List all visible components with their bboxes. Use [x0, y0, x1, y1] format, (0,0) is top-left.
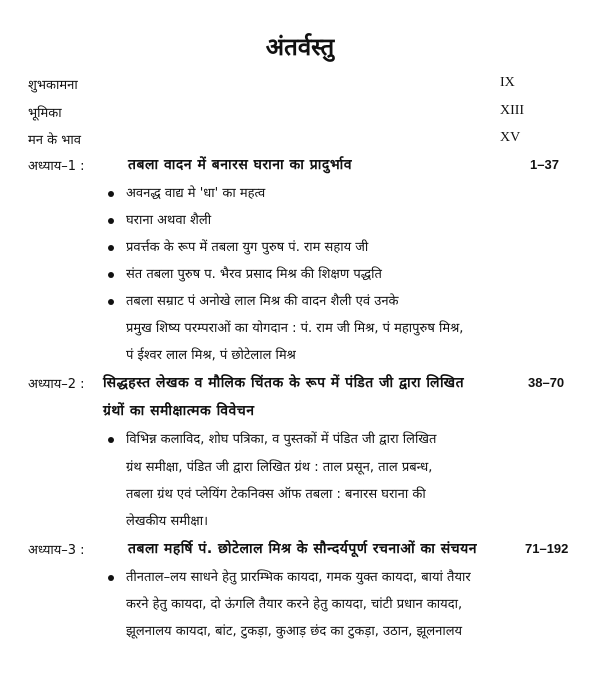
list-item — [108, 429, 436, 447]
item-text: अवनद्ध वाद्य मे 'धा' का महत्व — [126, 186, 266, 201]
item-text: संत तबला पुरुष प. भैरव प्रसाद मिश्र की शिक्षण पद्धति — [126, 267, 382, 282]
bullet-icon — [108, 575, 114, 581]
chapter-pages: 38–70 — [528, 375, 565, 390]
chapter-title-line2: ग्रंथों का समीक्षात्मक विवेचन — [103, 403, 255, 419]
chapter-label: अध्याय–3 : — [28, 543, 85, 558]
list-item — [108, 210, 211, 228]
item-text: घराना अथवा शैली — [126, 213, 212, 228]
chapter-title: तबला वादन में बनारस घराना का प्रादुर्भाव — [128, 157, 353, 173]
front-matter-label: भूमिका — [28, 106, 62, 121]
bullet-icon — [108, 272, 114, 278]
item-text: प्रवर्त्तक के रूप में तबला युग पुरुष पं. राम सहाय जी — [126, 240, 369, 255]
bullet-icon — [108, 437, 114, 443]
item-text: विभिन्न कलाविद, शोघ पत्रिका, व पुस्तकों में पंडित जी द्वारा लिखित — [126, 432, 437, 447]
item-text-continued: ग्रंथ समीक्षा, पंडित जी द्वारा लिखित ग्रंथ : ताल प्रसून, ताल प्रबन्ध, — [126, 460, 433, 475]
bullet-icon — [108, 218, 114, 224]
front-matter-page: XIII — [500, 103, 525, 118]
chapter-pages: 71–192 — [525, 541, 569, 556]
list-item — [108, 567, 471, 585]
chapter-pages: 1–37 — [530, 157, 559, 172]
chapter-label: अध्याय–2 : — [28, 377, 85, 392]
front-matter-label: मन के भाव — [28, 133, 81, 148]
chapter-label: अध्याय–1 : — [28, 159, 85, 174]
item-text: तीनताल–लय साधने हेतु प्रारम्भिक कायदा, गमक युक्त कायदा, बायां तैयार — [126, 570, 471, 585]
bullet-icon — [108, 191, 114, 197]
list-item — [108, 264, 382, 282]
front-matter-page: XV — [500, 130, 521, 145]
item-text-continued: झूलनालय कायदा, बांट, टुकड़ा, कुआड़ छंद का टुकड़ा, उठान, झूलनालय — [126, 624, 463, 639]
item-text-continued: करने हेतु कायदा, दो ऊंगलि तैयार करने हेतु कायदा, चांटी प्रधान कायदा, — [126, 597, 463, 612]
chapter-title: सिद्धहस्त लेखक व मौलिक चिंतक के रूप में पंडित जी द्वारा लिखित — [103, 375, 465, 391]
bullet-icon — [108, 299, 114, 305]
front-matter-page: IX — [500, 75, 515, 90]
list-item — [108, 237, 368, 255]
front-matter-label: शुभकामना — [28, 78, 78, 93]
item-text-continued: प्रमुख शिष्य परम्पराओं का योगदान : पं. राम जी मिश्र, पं महापुरुष मिश्र, — [126, 321, 464, 336]
item-text: तबला सम्राट पं अनोखे लाल मिश्र की वादन शैली एवं उनके — [126, 294, 399, 309]
item-text-continued: लेखकीय समीक्षा। — [126, 514, 209, 529]
bullet-icon — [108, 245, 114, 251]
list-item — [108, 183, 265, 201]
page-title: अंतर्वस्तु — [265, 33, 335, 61]
item-text-continued: तबला ग्रंथ एवं प्लेयिंग टेकनिक्स ऑफ तबला : बनारस घराना की — [126, 487, 426, 502]
item-text-continued: पं ईश्वर लाल मिश्र, पं छोटेलाल मिश्र — [126, 348, 296, 363]
list-item — [108, 291, 399, 309]
chapter-title: तबला महर्षि पं. छोटेलाल मिश्र के सौन्दर्यपूर्ण रचनाओं का संचयन — [128, 541, 478, 557]
